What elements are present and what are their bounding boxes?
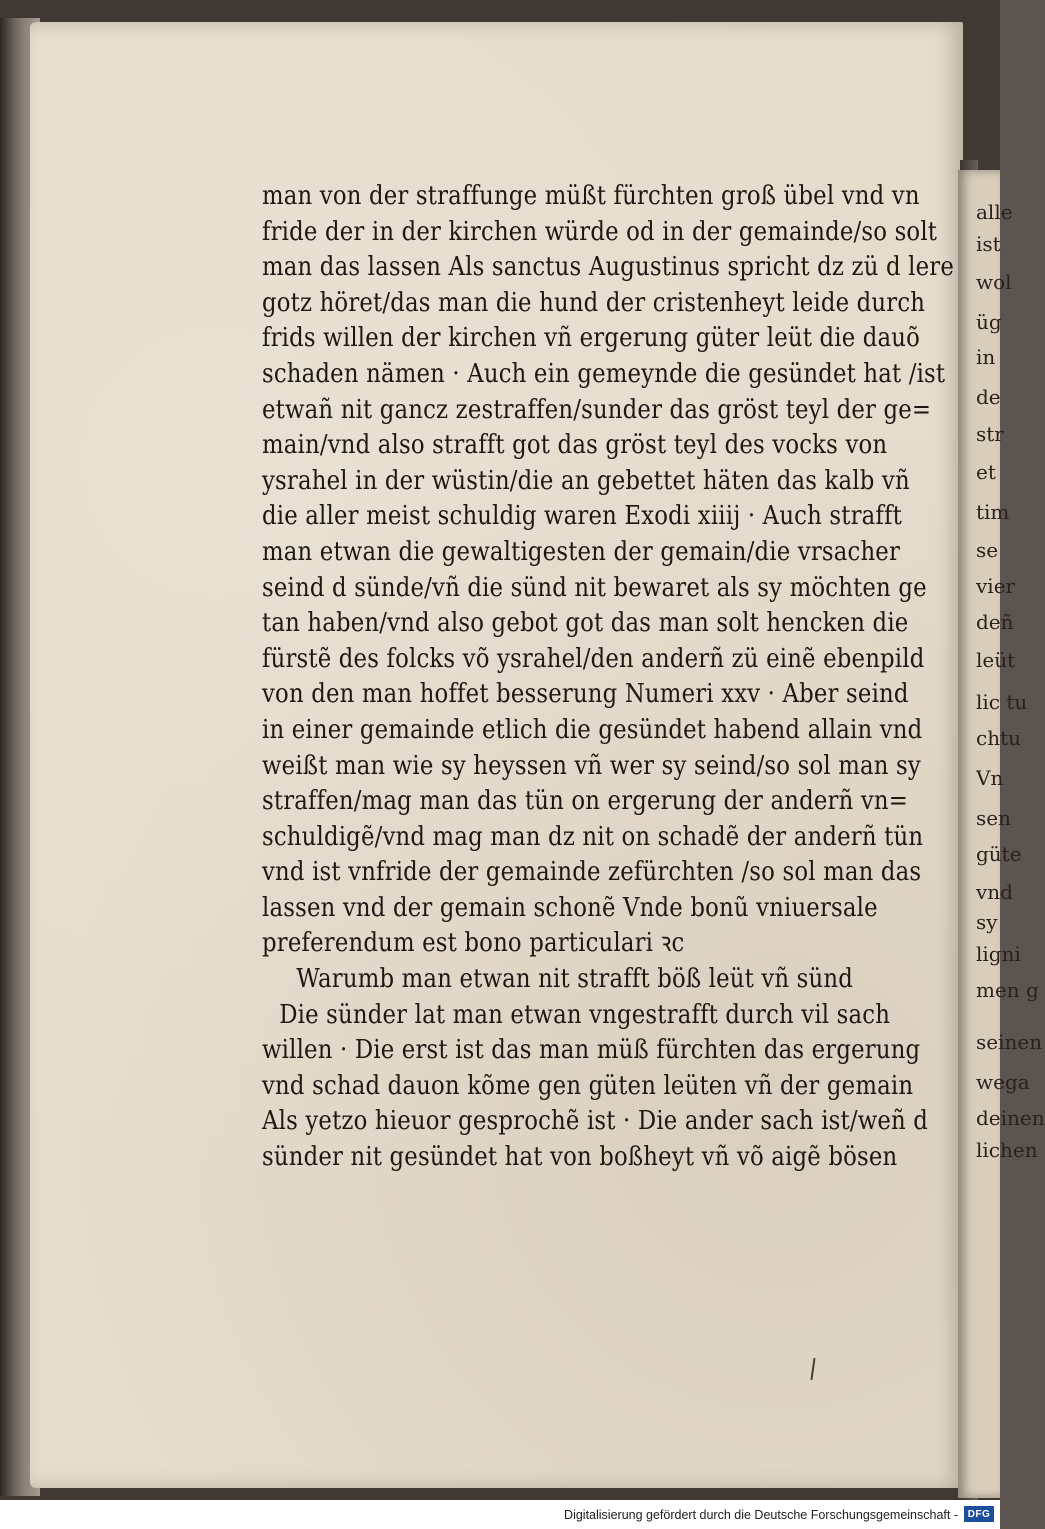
facing-page — [958, 170, 1045, 1498]
facing-text-fragment: lic tu — [976, 690, 1028, 714]
text-line: gotz höret/das man die hund der cristenheyt leide durch — [262, 286, 926, 318]
text-line: in einer gemainde etlich die gesündet habend allain vnd — [262, 713, 923, 745]
facing-text-fragment: str — [976, 422, 1004, 446]
facing-text-fragment: vnd — [976, 880, 1013, 904]
text-line: vnd schad dauon kõme gen güten leüten vñ der gemain — [262, 1069, 914, 1101]
text-line: man etwan die gewaltigesten der gemain/die vrsacher — [262, 535, 901, 567]
facing-text-fragment: ligni — [976, 942, 1021, 966]
facing-text-fragment: tim — [976, 500, 1010, 524]
text-line: man das lassen Als sanctus Augustinus spricht dz zü d lere — [262, 251, 954, 283]
page-text — [262, 178, 954, 1175]
facing-text-fragment: deinen — [976, 1106, 1045, 1130]
text-line: willen · Die erst ist das man müß fürchten das ergerung — [262, 1034, 921, 1066]
facing-text-fragment: alle — [976, 200, 1013, 224]
text-line: preferendum est bono particulari ꝛc — [262, 927, 685, 959]
facing-text-fragment: wega — [976, 1070, 1030, 1094]
text-line: ysrahel in der wüstin/die an gebettet häten das kalb vñ — [262, 464, 910, 496]
text-line: weißt man wie sy heyssen vñ wer sy seind/so sol man sy — [262, 749, 921, 781]
text-line: sünder nit gesündet hat von boßheyt vñ võ aigẽ bösen — [262, 1141, 898, 1173]
facing-text-fragment: sy — [976, 910, 998, 934]
facing-text-fragment: chtu — [976, 726, 1021, 750]
facing-text-fragment: lichen — [976, 1138, 1038, 1162]
facing-text-fragment: men g — [976, 978, 1039, 1002]
text-line: von den man hoffet besserung Numeri xxv · Aber seind — [262, 678, 909, 710]
text-line: schaden nämen · Auch ein gemeynde die gesündet hat /ist — [262, 357, 946, 389]
text-line: Warumb man etwan nit strafft böß leüt vñ sünd — [296, 963, 854, 995]
text-line: seind d sünde/vñ die sünd nit bewaret als sy möchten ge — [262, 571, 927, 603]
dfg-logo: DFG — [964, 1506, 994, 1522]
text-line: man von der straffunge müßt fürchten groß übel vnd vn — [262, 180, 920, 211]
text-line: straffen/mag man das tün on ergerung der anderñ vn= — [262, 785, 909, 817]
text-line: vnd ist vnfride der gemainde zefürchten /so sol man das — [262, 856, 922, 888]
text-line: Die sünder lat man etwan vngestrafft durch vil sach — [279, 998, 891, 1030]
text-line: main/vnd also strafft got das gröst teyl des vocks von — [262, 429, 888, 461]
facing-text-fragment: et — [976, 460, 996, 484]
facing-text-fragment: wol — [976, 270, 1012, 294]
text-line: die aller meist schuldig waren Exodi xiiij · Auch strafft — [262, 500, 902, 532]
footer-bar — [0, 1500, 1000, 1529]
text-line: Als yetzo hieuor gesprochẽ ist · Die ander sach ist/weñ d — [262, 1105, 929, 1137]
text-line: schuldigẽ/vnd mag man dz nit on schadẽ der anderñ tün — [262, 820, 924, 852]
facing-text-fragment: in — [976, 345, 996, 369]
text-line: fride der in der kirchen würde od in der gemainde/so solt — [262, 215, 938, 247]
text-line: tan haben/vnd also gebot got das man solt hencken die — [262, 607, 909, 639]
facing-text-fragment: Vn — [976, 766, 1004, 790]
facing-text-fragment: üg — [976, 310, 1002, 334]
text-line: fürstẽ des folcks võ ysrahel/den anderñ zü einẽ ebenpild — [262, 642, 925, 674]
facing-text-fragment: vier — [976, 574, 1016, 598]
text-line: lassen vnd der gemain schonẽ Vnde bonũ vniuersale — [262, 891, 878, 923]
facing-text-fragment: seinen — [976, 1030, 1043, 1054]
facing-text-fragment: de — [976, 385, 1001, 409]
text-line: frids willen der kirchen vñ ergerung güter leüt die dauõ — [262, 322, 921, 354]
facing-text-fragment: sen — [976, 806, 1011, 830]
funding-credit: Digitalisierung gefördert durch die Deutsche Forschungsgemeinschaft - — [564, 1508, 958, 1522]
facing-text-fragment: leüt — [976, 648, 1016, 672]
facing-text-fragment: ist — [976, 232, 1001, 256]
facing-text-fragment: se — [976, 538, 999, 562]
text-line: etwañ nit gancz zestraffen/sunder das gröst teyl der ge= — [262, 393, 932, 425]
facing-text-fragment: deñ — [976, 610, 1014, 634]
facing-text-fragment: güte — [976, 842, 1022, 866]
